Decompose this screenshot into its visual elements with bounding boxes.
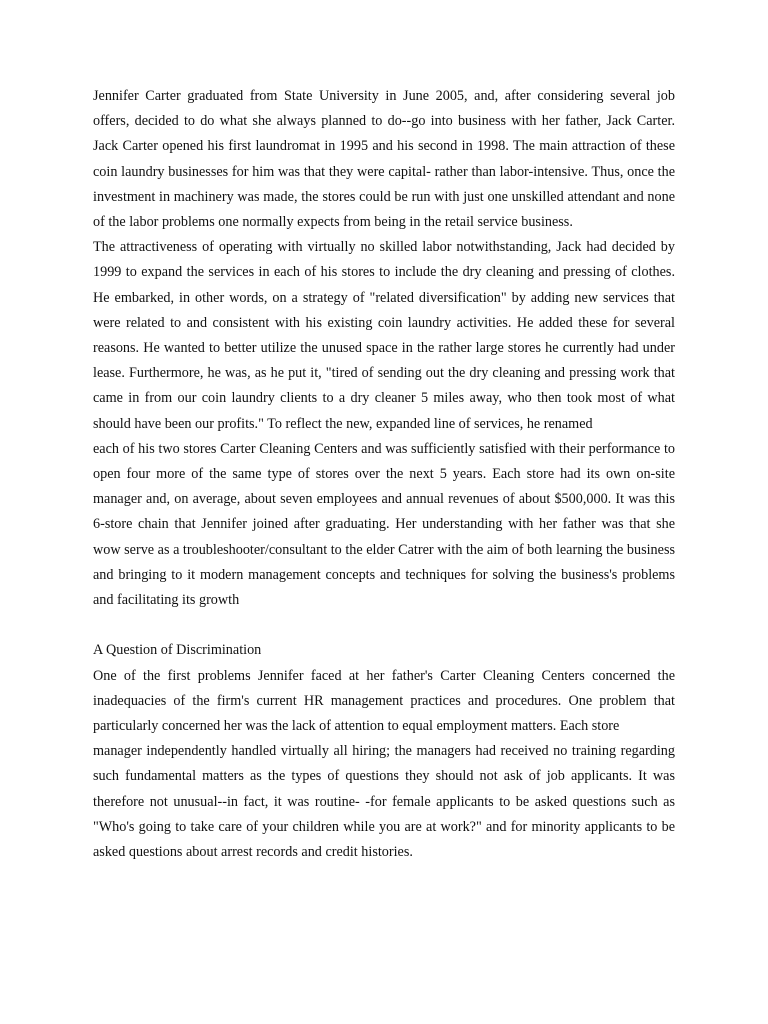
paragraph-expansion: each of his two stores Carter Cleaning Centers and was sufficiently satisfied with their performance to open four more of the same type of stores over the next 5 years. Each store had its own on-site manager and, on average, about seven employees and annual revenues of about $500,000. It was this 6-store chain that Jennifer joined after graduating. Her understanding with her father was that she wow serve as a troubleshooter/consultant to the elder Catrer with the aim of both learning the business and bringing to it modern management concepts and techniques for solving the business's problems and facilitating its growth bbox=[93, 440, 675, 609]
paragraph-hiring-practices: manager independently handled virtually all hiring; the managers had received no training regarding such fundamental matters as the types of questions they should not ask of job applicants. It was therefore not unusual--in fact, it was routine- -for female applicants to be asked questions such as "Who's going to take care of your children while you are at work?" and for minority applicants to be asked questions about arrest records and credit histories. bbox=[93, 743, 675, 861]
section-heading: A Question of Discrimination bbox=[93, 642, 262, 659]
document-page bbox=[93, 84, 675, 865]
paragraph-intro: Jennifer Carter graduated from State University in June 2005, and, after considering several job offers, decided to do what she always planned to do--go into business with her father, Jack Carter. Jack Carter opened his first laundromat in 1995 and his second in 1998. The main attraction of these coin laundry businesses for him was that they were capital- rather than labor-intensive. Thus, once the investment in machinery was made, the stores could be run with just one unskilled attendant and none of the labor problems one normally expects from being in the retail service business. bbox=[93, 88, 675, 231]
paragraph-gap bbox=[93, 613, 675, 638]
paragraph-diversification: The attractiveness of operating with virtually no skilled labor notwithstanding, Jack had decided by 1999 to expand the services in each of his stores to include the dry cleaning and pressing of clothes. He embarked, in other words, on a strategy of "related diversification" by adding new services that were related to and consistent with his existing coin laundry activities. He added these for several reasons. He wanted to better utilize the unused space in the rather large stores he currently had under lease. Furthermore, he was, as he put it, "tired of sending out the dry cleaning and pressing work that came in from our coin laundry clients to a dry cleaner 5 miles away, who then took most of what should have been our profits." To reflect the new, expanded line of services, he renamed bbox=[93, 239, 675, 432]
paragraph-hr-problems: One of the first problems Jennifer faced at her father's Carter Cleaning Centers concerned the inadequacies of the firm's current HR management practices and procedures. One problem that particularly concerned her was the lack of attention to equal employment matters. Each store bbox=[93, 667, 675, 735]
